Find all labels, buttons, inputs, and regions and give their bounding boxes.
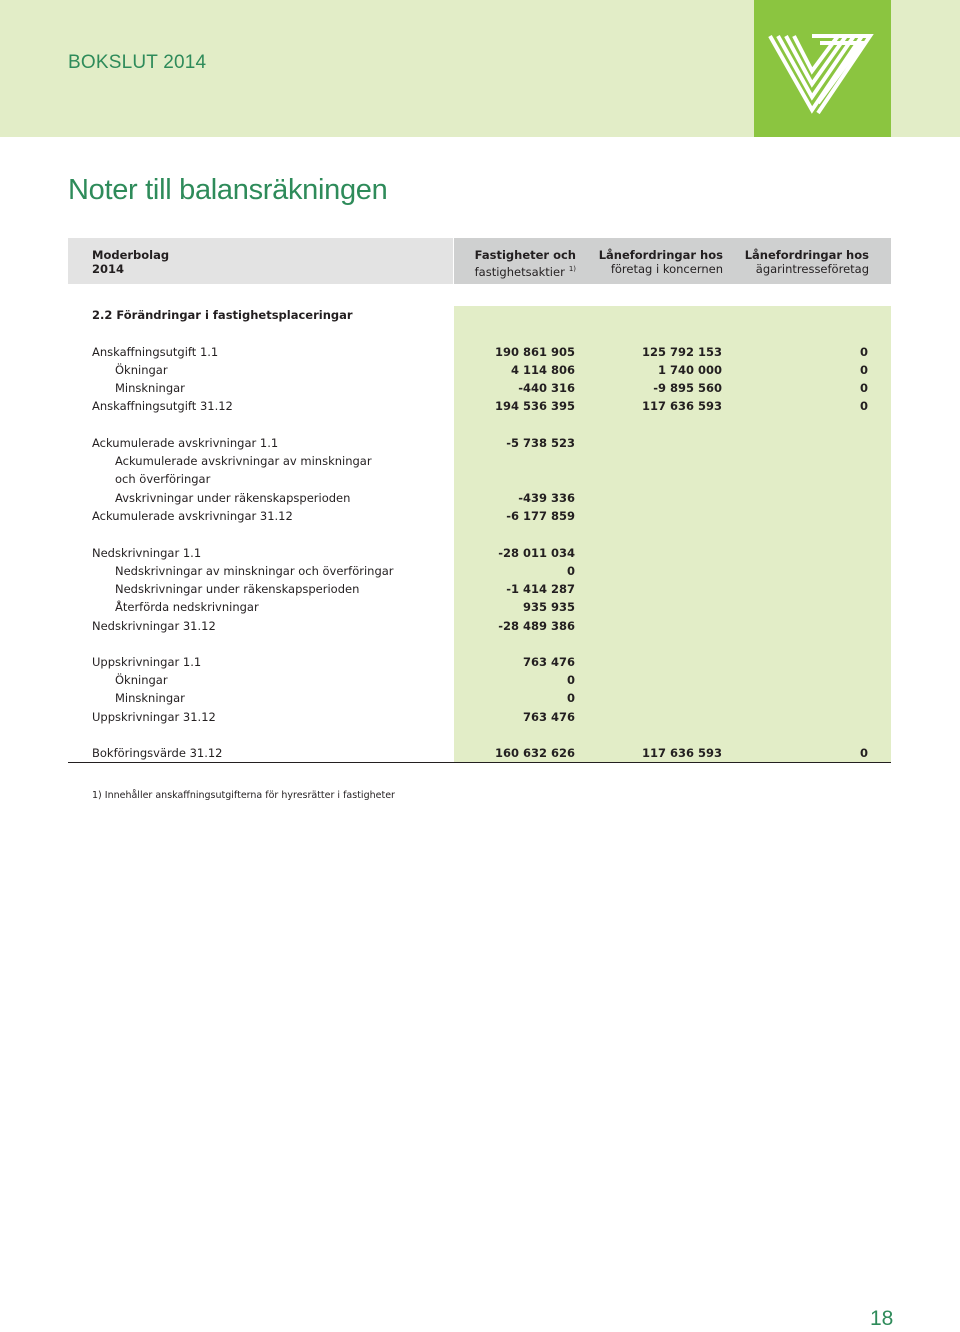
table-row [68, 544, 891, 562]
row-label: Nedskrivningar under räkenskapsperioden [115, 582, 360, 596]
row-label: Ackumulerade avskrivningar av minskningar [115, 454, 372, 468]
table-row [68, 489, 891, 507]
row-value-col2: -9 895 560 [653, 381, 722, 395]
row-value-col2: 117 636 593 [641, 399, 722, 413]
header-entity-year: 2014 [92, 262, 125, 276]
table-row [68, 397, 891, 415]
row-value-col1: 763 476 [522, 655, 575, 669]
row-value-col1: 0 [566, 673, 575, 687]
table-row [68, 470, 891, 488]
row-value-col1: -439 336 [518, 491, 575, 505]
header-entity [92, 248, 169, 276]
table-row [68, 671, 891, 689]
header-col-fastigheter [475, 248, 576, 279]
page-number: 18 [870, 1307, 894, 1330]
row-label: Minskningar [115, 691, 185, 705]
header-col-agarintresse [745, 248, 869, 276]
row-label: Uppskrivningar 1.1 [92, 655, 202, 669]
row-value-col1: 4 114 806 [510, 363, 575, 377]
row-value-col1: 190 861 905 [494, 345, 575, 359]
table-row [68, 379, 891, 397]
row-label: Nedskrivningar av minskningar och överföringar [115, 564, 394, 578]
row-value-col1: 194 536 395 [494, 399, 575, 413]
table-row [68, 343, 891, 361]
table-row [68, 598, 891, 616]
row-label: Ackumulerade avskrivningar 1.1 [92, 436, 279, 450]
row-value-col1: -28 011 034 [498, 546, 575, 560]
row-label: Nedskrivningar 1.1 [92, 546, 202, 560]
row-value-col2: 125 792 153 [641, 345, 722, 359]
table-row [68, 580, 891, 598]
table-row [68, 689, 891, 707]
row-label: och överföringar [115, 472, 211, 486]
table-row [68, 617, 891, 635]
row-label: Uppskrivningar 31.12 [92, 710, 216, 724]
table-row-total [68, 744, 891, 762]
section-title: 2.2 Förändringar i fastighetsplaceringar [92, 308, 353, 322]
row-value-col3: 0 [859, 363, 868, 377]
table-row [68, 452, 891, 470]
table-row [68, 361, 891, 379]
row-label: Ackumulerade avskrivningar 31.12 [92, 509, 293, 523]
header-col3-line1: Lånefordringar hos [744, 248, 869, 262]
header-col1-note: 1) [568, 265, 576, 273]
row-value-col3: 0 [859, 399, 868, 413]
header-col-koncern [599, 248, 723, 276]
row-value-col1: 0 [566, 691, 575, 705]
page-title: Noter till balansräkningen [68, 174, 388, 206]
header-col1-line2: fastighetsaktier [474, 264, 565, 279]
header-col2-line1: Lånefordringar hos [598, 248, 723, 262]
v-emblem-logo [754, 0, 891, 137]
row-label: Bokföringsvärde 31.12 [92, 746, 223, 760]
row-value-col3: 0 [859, 345, 868, 359]
row-label: Nedskrivningar 31.12 [92, 619, 216, 633]
row-value-col3: 0 [859, 381, 868, 395]
row-label: Avskrivningar under räkenskapsperioden [115, 491, 351, 505]
row-value-col1: -6 177 859 [506, 509, 575, 523]
row-value-col3: 0 [859, 746, 868, 760]
row-value-col1: -28 489 386 [498, 619, 575, 633]
row-label: Återförda nedskrivningar [115, 600, 259, 614]
table-row [68, 562, 891, 580]
header-col2-line2: företag i koncernen [610, 262, 723, 276]
row-value-col2: 1 740 000 [657, 363, 722, 377]
v-emblem-icon [754, 0, 891, 137]
row-label: Ökningar [115, 673, 168, 687]
row-value-col1: 935 935 [522, 600, 575, 614]
header-col1-line1: Fastigheter och [474, 248, 576, 262]
row-value-col1: -5 738 523 [506, 436, 575, 450]
row-label: Minskningar [115, 381, 185, 395]
header-col3-line2: ägarintresseföretag [755, 262, 869, 276]
header-entity-name: Moderbolag [92, 248, 170, 262]
row-value-col1: 763 476 [522, 710, 575, 724]
row-label: Anskaffningsutgift 31.12 [92, 399, 233, 413]
row-value-col1: -1 414 287 [506, 582, 575, 596]
row-value-col1: -440 316 [518, 381, 575, 395]
table-row [68, 653, 891, 671]
document-label: BOKSLUT 2014 [68, 52, 207, 73]
table-bottom-rule [68, 762, 891, 763]
row-value-col2: 117 636 593 [641, 746, 722, 760]
table-row [68, 434, 891, 452]
row-value-col1: 160 632 626 [494, 746, 575, 760]
row-value-col1: 0 [566, 564, 575, 578]
table-row [68, 708, 891, 726]
table-row [68, 507, 891, 525]
footnote: 1) Innehåller anskaffningsutgifterna för hyresrätter i fastigheter [92, 790, 395, 801]
row-label: Ökningar [115, 363, 168, 377]
row-label: Anskaffningsutgift 1.1 [92, 345, 219, 359]
